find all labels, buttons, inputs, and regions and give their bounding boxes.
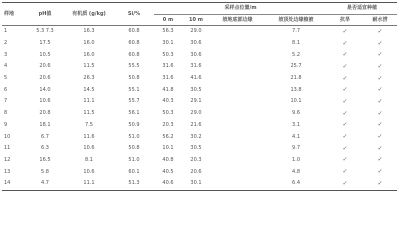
check-icon: ✓	[377, 168, 383, 176]
table-cell: 56.1	[128, 110, 140, 117]
table-row	[2, 120, 397, 132]
check-icon: ✓	[342, 168, 348, 176]
table-cell: 20.8	[39, 110, 51, 117]
table-cell: 50.3	[162, 51, 174, 58]
check-icon: ✓	[342, 51, 348, 59]
table-cell: 12	[4, 156, 11, 163]
table-cell: 2	[4, 40, 8, 47]
table-cell: 16.0	[83, 51, 95, 58]
table-cell	[210, 143, 265, 155]
table-cell: 11.1	[83, 98, 95, 105]
table-cell: 16.3	[83, 28, 95, 35]
table-row	[2, 166, 397, 178]
table-cell: 7.7	[292, 28, 300, 35]
check-icon: ✓	[342, 27, 348, 35]
table-cell: 4.7	[26, 178, 64, 190]
check-icon: ✓	[342, 97, 348, 105]
header-sub-10m: 10 m	[182, 15, 210, 26]
table-cell: 6.4	[265, 178, 327, 190]
table-cell: 21.6	[190, 121, 202, 128]
table-cell: 11.5	[83, 110, 95, 117]
table-cell: 56.2	[162, 133, 174, 140]
table-cell	[210, 73, 265, 85]
table-row	[2, 84, 397, 96]
table-row	[2, 96, 397, 108]
header-plot: 样地	[2, 3, 26, 26]
table-cell: 51.0	[128, 156, 140, 163]
table-cell: 30.6	[190, 40, 202, 47]
header-group-sampling: 采样点位置/m	[154, 3, 327, 15]
check-icon: ✓	[342, 121, 348, 129]
table-row	[2, 155, 397, 167]
table-cell: 11.6	[83, 133, 95, 140]
check-icon: ✓	[342, 86, 348, 94]
table-cell: 8	[4, 110, 8, 117]
table-cell: 14.0	[39, 86, 51, 93]
table-cell: 60.8	[128, 51, 140, 58]
table-cell: 40.3	[162, 98, 174, 105]
check-icon: ✓	[377, 74, 383, 82]
header-sub-drought: 抗旱	[327, 15, 363, 26]
table-row	[2, 26, 397, 38]
table-cell	[210, 131, 265, 143]
check-icon: ✓	[377, 62, 383, 70]
check-icon: ✓	[377, 121, 383, 129]
table-cell: 60.8	[128, 28, 140, 35]
table-cell: 10.1	[162, 145, 174, 152]
table-cell: 3.1	[292, 121, 300, 128]
table-row	[2, 61, 397, 73]
table-cell: 30.1	[182, 178, 210, 190]
table-cell: 4.8	[292, 168, 300, 175]
table-cell: 26.3	[83, 75, 95, 82]
table-cell: 9	[4, 121, 8, 128]
header-group-suitability: 是否适宜种植	[327, 3, 397, 15]
table-cell: 10.6	[83, 145, 95, 152]
table-cell: 41.8	[162, 86, 174, 93]
table-row	[2, 178, 397, 190]
check-icon: ✓	[377, 97, 383, 105]
header-organic: 有机质 (g/kg)	[64, 3, 114, 26]
check-icon: ✓	[342, 109, 348, 117]
table-cell: 5.3 7.3	[36, 28, 54, 35]
table-cell: 4.1	[292, 133, 300, 140]
check-icon: ✓	[377, 39, 383, 47]
check-icon: ✓	[377, 156, 383, 164]
table-cell: 8.1	[292, 40, 300, 47]
table-cell: 11.5	[83, 63, 95, 70]
table-body	[2, 26, 397, 191]
check-icon: ✓	[342, 156, 348, 164]
header-ph: pH值	[26, 3, 64, 26]
header-sub-0m: 0 m	[154, 15, 182, 26]
table-cell	[210, 84, 265, 96]
header-sub-waterlog: 耐水涝	[363, 15, 397, 26]
table-cell: 17.5	[39, 40, 51, 47]
table-cell: 50.3	[162, 110, 174, 117]
table-cell: 21.8	[290, 75, 302, 82]
table-cell: 31.6	[190, 63, 202, 70]
check-icon: ✓	[363, 178, 397, 190]
table-cell: 5	[4, 75, 8, 82]
table-cell	[210, 120, 265, 132]
table-cell: 41.6	[190, 75, 202, 82]
table-cell: 60.8	[128, 40, 140, 47]
table-cell: 10.6	[83, 168, 95, 175]
table-cell: 30.2	[190, 133, 202, 140]
check-icon: ✓	[342, 74, 348, 82]
table-cell: 10.1	[290, 98, 302, 105]
table-cell: 14.5	[83, 86, 95, 93]
table-cell: 20.6	[190, 168, 202, 175]
table-cell: 1.0	[292, 156, 300, 163]
table-row	[2, 108, 397, 120]
check-icon: ✓	[377, 109, 383, 117]
data-table	[2, 2, 397, 191]
table-cell: 51.3	[114, 178, 154, 190]
table-cell	[210, 178, 265, 190]
table-cell: 10	[4, 133, 11, 140]
table-cell	[210, 26, 265, 38]
table-cell: 51.0	[128, 133, 140, 140]
table-cell: 56.3	[162, 28, 174, 35]
check-icon: ✓	[377, 51, 383, 59]
table-cell: 40.8	[162, 156, 174, 163]
table-cell: 11	[4, 145, 11, 152]
table-cell	[210, 155, 265, 167]
check-icon: ✓	[377, 86, 383, 94]
table-cell: 8.1	[85, 156, 93, 163]
table-row	[2, 38, 397, 50]
table-cell: 20.3	[162, 121, 174, 128]
table-cell: 30.1	[162, 40, 174, 47]
table-cell: 50.9	[128, 121, 140, 128]
table-cell: 31.6	[162, 63, 174, 70]
check-icon: ✓	[342, 62, 348, 70]
check-icon: ✓	[342, 133, 348, 141]
table-cell: 10.6	[39, 98, 51, 105]
table-cell: 20.6	[39, 75, 51, 82]
table-cell: 3	[4, 51, 8, 58]
table-cell: 4	[4, 63, 8, 70]
table-cell: 7	[4, 98, 8, 105]
table-row	[2, 73, 397, 85]
table-cell: 29.0	[190, 28, 202, 35]
table-cell: 25.7	[290, 63, 302, 70]
table-cell: 6	[4, 86, 8, 93]
table-cell: 50.8	[128, 145, 140, 152]
table-cell: 14	[2, 178, 26, 190]
table-cell: 1	[4, 28, 8, 35]
table-cell: 6.7	[41, 133, 49, 140]
table-row	[2, 143, 397, 155]
table-cell: 30.5	[190, 145, 202, 152]
table-cell: 11.1	[64, 178, 114, 190]
table-cell: 13	[4, 168, 11, 175]
table-cell: 16.0	[83, 40, 95, 47]
check-icon: ✓	[342, 39, 348, 47]
table-cell: 29.0	[190, 110, 202, 117]
table-cell: 31.6	[162, 75, 174, 82]
table-cell: 20.3	[190, 156, 202, 163]
header-sub-slope-top: 坡顶处边缘植被	[265, 15, 327, 26]
check-icon: ✓	[327, 178, 363, 190]
check-icon: ✓	[377, 27, 383, 35]
check-icon: ✓	[377, 133, 383, 141]
table-cell	[210, 61, 265, 73]
table-cell: 9.6	[292, 110, 300, 117]
table-cell: 16.5	[39, 156, 51, 163]
table-cell: 40.6	[154, 178, 182, 190]
table-cell: 29.1	[190, 98, 202, 105]
table-cell: 40.5	[162, 168, 174, 175]
table-row	[2, 131, 397, 143]
table-cell: 5.8	[41, 168, 49, 175]
table-cell: 7.5	[85, 121, 93, 128]
table-cell: 5.2	[292, 51, 300, 58]
table-cell	[210, 96, 265, 108]
header-sub-slope-bottom: 坡地底部边缘	[210, 15, 265, 26]
table-cell: 55.1	[128, 86, 140, 93]
table-cell: 60.1	[128, 168, 140, 175]
table-cell: 30.5	[190, 86, 202, 93]
table-cell: 55.7	[128, 98, 140, 105]
table-cell	[210, 108, 265, 120]
table-cell	[210, 38, 265, 50]
table-cell	[210, 49, 265, 61]
table-cell: 9.7	[292, 145, 300, 152]
table-cell: 30.6	[190, 51, 202, 58]
table-row	[2, 49, 397, 61]
table-cell: 6.3	[41, 145, 49, 152]
table-cell: 10.5	[39, 51, 51, 58]
table-cell: 20.6	[39, 63, 51, 70]
table-cell: 13.8	[290, 86, 302, 93]
table-cell: 50.8	[128, 75, 140, 82]
check-icon: ✓	[342, 144, 348, 152]
table-cell	[210, 166, 265, 178]
table-cell: 55.5	[128, 63, 140, 70]
check-icon: ✓	[377, 144, 383, 152]
table-cell: 18.1	[39, 121, 51, 128]
header-si: Si/%	[114, 3, 154, 26]
